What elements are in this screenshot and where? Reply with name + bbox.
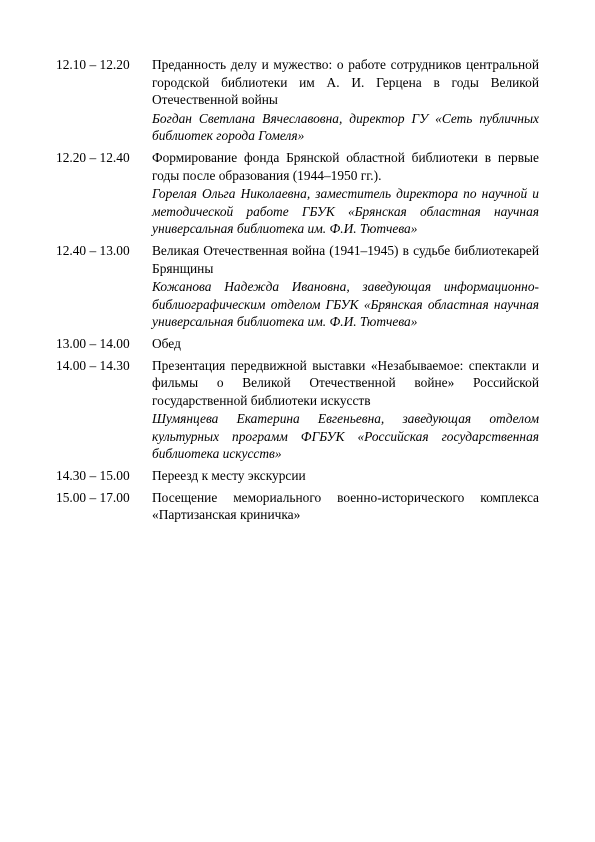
item-body: [152, 56, 539, 145]
item-speaker: Кожанова Надежда Ивановна, заведующая информационно-библиографическим отделом ГБУК «Брянская областная научная универсальная библиотека им. Ф.И. Тютчева»: [152, 279, 539, 330]
item-time: 14.30 – 15.00: [56, 468, 130, 484]
item-speaker: Шумянцева Екатерина Евгеньевна, заведующая отделом культурных программ ФГБУК «Российская государственная библиотека искусств»: [152, 411, 539, 462]
item-body: [152, 357, 539, 464]
item-time: 14.00 – 14.30: [56, 357, 130, 373]
item-speaker: Горелая Ольга Николаевна, заместитель директора по научной и методической работе ГБУК «Брянская областная научная универсальная библиотека им. Ф.И. Тютчева»: [152, 186, 539, 237]
item-body: [152, 489, 539, 524]
item-time: 13.00 – 14.00: [56, 335, 130, 351]
item-title: Посещение мемориального военно-исторического комплекса «Партизанская криничка»: [152, 489, 539, 523]
program-item: [56, 357, 539, 464]
program-item: [56, 467, 539, 485]
item-title: Переезд к месту экскурсии: [152, 468, 306, 484]
program-item: [56, 335, 539, 353]
program-item: [56, 149, 539, 238]
item-time: 12.40 – 13.00: [56, 242, 130, 258]
item-title: Обед: [152, 335, 181, 351]
item-body: [152, 467, 539, 485]
program-item: [56, 56, 539, 145]
item-time: 12.20 – 12.40: [56, 149, 130, 165]
program-schedule: [56, 56, 539, 528]
item-body: [152, 335, 539, 353]
item-time: 12.10 – 12.20: [56, 57, 130, 72]
item-speaker: Богдан Светлана Вячеславовна, директор ГУ «Сеть публичных библиотек города Гомеля»: [152, 110, 539, 144]
item-title: Великая Отечественная война (1941–1945) в судьбе библиотекарей Брянщины: [152, 242, 539, 276]
item-time: 15.00 – 17.00: [56, 489, 130, 505]
item-body: [152, 242, 539, 331]
item-title: Преданность делу и мужество: о работе сотрудников центральной городской библиотеки им А. И. Герцена в годы Великой Отечественной войны: [152, 57, 539, 108]
item-title: Формирование фонда Брянской областной библиотеки в первые годы после образования (1944–1950 гг.).: [152, 149, 539, 183]
item-title: Презентация передвижной выставки «Незабываемое: спектакли и фильмы о Великой Отечественной войне» Российской государственной библиотеки искусств: [152, 357, 539, 408]
program-item: [56, 489, 539, 524]
program-item: [56, 242, 539, 331]
item-body: [152, 149, 539, 238]
